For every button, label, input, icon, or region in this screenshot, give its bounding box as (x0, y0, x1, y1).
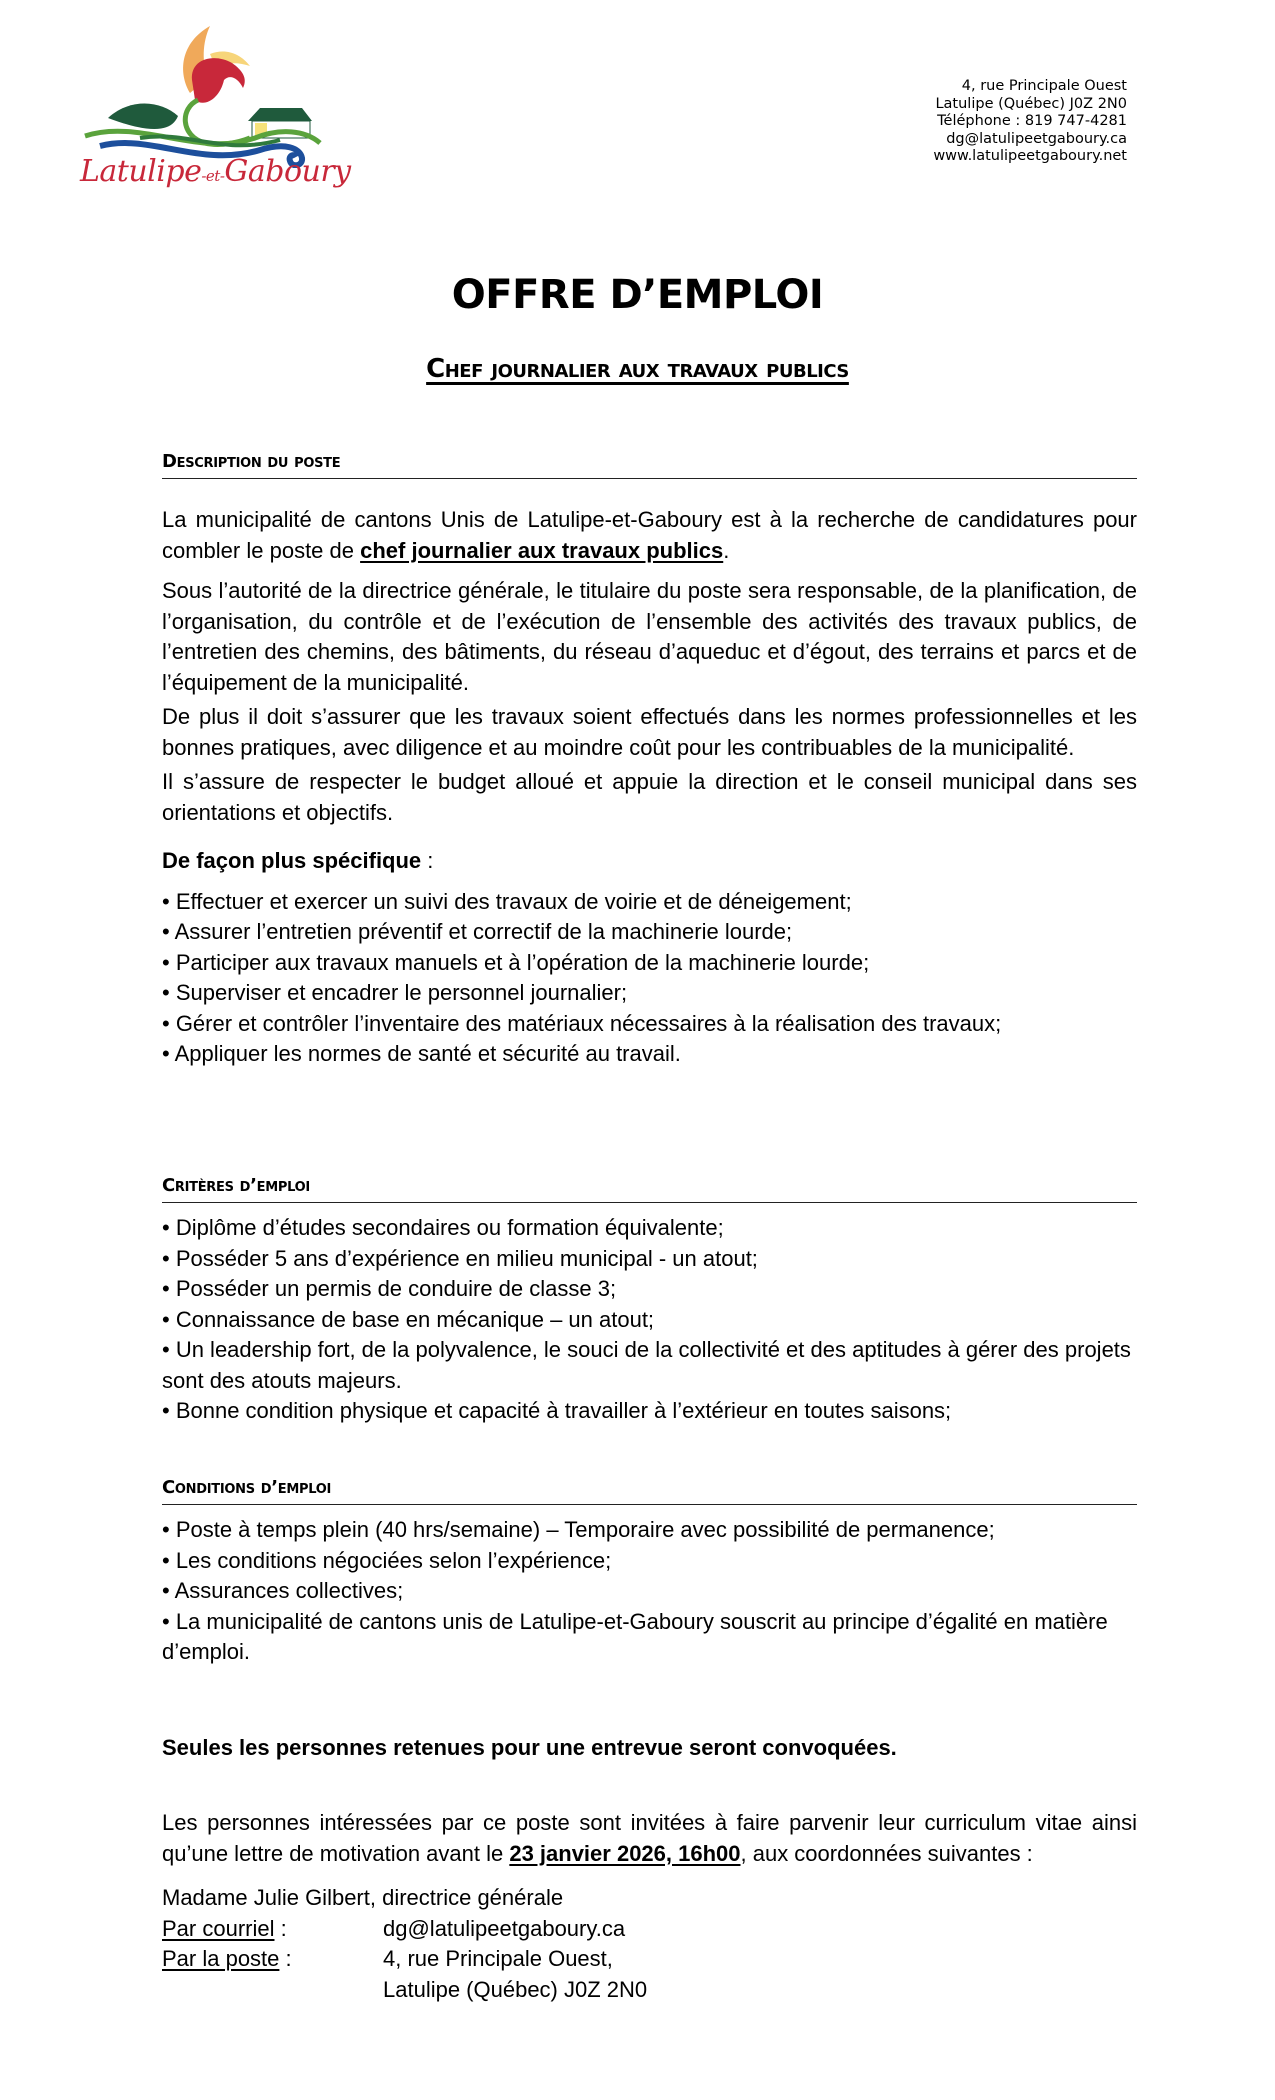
specific-duties-label: De façon plus spécifique : (162, 848, 434, 873)
standards-paragraph: De plus il doit s’assurer que les travaux soient effectués dans les normes professionnelles et les bonnes pratiques, avec diligence et au moindre coût pour les contribuables de la municipalité. (162, 704, 1137, 760)
list-item: • Connaissance de base en mécanique – un atout; (162, 1306, 655, 1332)
list-item: • Effectuer et exercer un suivi des travaux de voirie et de déneigement; (162, 888, 852, 914)
email-label: Par courriel : (162, 1915, 287, 1941)
list-item: • Appliquer les normes de santé et sécurité au travail. (162, 1041, 681, 1066)
description-section (162, 451, 1137, 1070)
criteria-list (162, 1213, 1137, 1427)
address-website[interactable]: www.latulipeetgaboury.net (933, 148, 1127, 165)
list-item: • Participer aux travaux manuels et à l’opération de la machinerie lourde; (162, 949, 870, 975)
application-section (162, 1808, 1137, 2005)
budget-paragraph: Il s’assure de respecter le budget alloué et appuie la direction et le conseil municipal dans ses orientations et objectifs. (162, 769, 1137, 825)
conditions-section (162, 1477, 1137, 1668)
list-item: • Les conditions négociées selon l’expérience; (162, 1547, 612, 1573)
list-item: • Assurer l’entretien préventif et correctif de la machinerie lourde; (162, 919, 793, 944)
list-item: • Posséder un permis de conduire de classe 3; (162, 1276, 617, 1301)
post-label: Par la poste : (162, 1946, 292, 1971)
list-item: • Assurances collectives; (162, 1578, 404, 1603)
address-city: Latulipe (Québec) J0Z 2N0 (935, 95, 1127, 112)
list-item: • Diplôme d’études secondaires ou formation équivalente; (162, 1215, 724, 1240)
list-item: • Superviser et encadrer le personnel journalier; (162, 980, 628, 1005)
tulip-logo-icon (80, 18, 345, 168)
section-heading-description: Description du poste (162, 451, 1137, 479)
notice-section (162, 1733, 1137, 1764)
task-list (162, 887, 1137, 1070)
application-instructions: Les personnes intéressées par ce poste sont invitées à faire parvenir leur curriculum vitae ainsi qu’une lettre de motivation avant le 23 janvier 2026, 16h00, aux coordonnées suivantes : (162, 1810, 1137, 1866)
contact-name: Madame Julie Gilbert, directrice générale (162, 1885, 564, 1910)
list-item: • Bonne condition physique et capacité à travailler à l’extérieur en toutes saisons; (162, 1398, 952, 1423)
list-item: • Poste à temps plein (40 hrs/semaine) – Temporaire avec possibilité de permanence; (162, 1517, 995, 1542)
section-heading-conditions: Conditions d’emploi (162, 1477, 1137, 1505)
letterhead-address (933, 78, 1127, 166)
interview-notice: Seules les personnes retenues pour une entrevue seront convoquées. (162, 1735, 897, 1760)
responsibility-paragraph: Sous l’autorité de la directrice générale, le titulaire du poste sera responsable, de la planification, de l’organisation, du contrôle et de l’exécution de l’ensemble des activités des travaux publics, de l’entretien des chemins, des bâtiments, du réseau d’aqueduc et d’égout, des terrains et parcs et de l’équipement de la municipalité. (162, 578, 1137, 695)
post-contact-row (162, 1944, 1137, 2005)
list-item: • La municipalité de cantons unis de Latulipe-et-Gaboury souscrit au principe d’égalité en matière d’emploi. (162, 1608, 1108, 1664)
section-heading-criteria: Critères d’emploi (162, 1175, 1137, 1203)
logo-wordmark: Latulipe-et-Gaboury (80, 154, 351, 189)
address-email[interactable]: dg@latulipeetgaboury.ca (946, 130, 1127, 147)
criteria-section (162, 1175, 1137, 1427)
job-title: Chef journalier aux travaux publics (426, 354, 849, 384)
page-title: OFFRE D’EMPLOI (451, 272, 824, 318)
list-item: • Un leadership fort, de la polyvalence, le souci de la collectivité et des aptitudes à gérer des projets sont des atouts majeurs. (162, 1337, 1131, 1393)
intro-paragraph: La municipalité de cantons Unis de Latulipe-et-Gaboury est à la recherche de candidatures pour combler le poste de chef journalier aux travaux publics. (162, 507, 1137, 563)
deadline: 23 janvier 2026, 16h00 (509, 1840, 741, 1866)
address-phone: Téléphone : 819 747-4281 (937, 113, 1127, 130)
job-title-emphasis: chef journalier aux travaux publics (360, 537, 724, 563)
municipality-logo (80, 18, 351, 208)
post-address-line-2: Latulipe (Québec) J0Z 2N0 (383, 1976, 648, 2002)
list-item: • Gérer et contrôler l’inventaire des matériaux nécessaires à la réalisation des travaux; (162, 1010, 1002, 1036)
list-item: • Posséder 5 ans d’expérience en milieu municipal - un atout; (162, 1245, 758, 1271)
email-contact-row (162, 1914, 1137, 1945)
post-address (383, 1944, 647, 2005)
email-value[interactable]: dg@latulipeetgaboury.ca (383, 1915, 626, 1941)
address-street: 4, rue Principale Ouest (961, 78, 1127, 94)
post-address-line-1: 4, rue Principale Ouest, (383, 1946, 613, 1971)
conditions-list (162, 1515, 1137, 1668)
